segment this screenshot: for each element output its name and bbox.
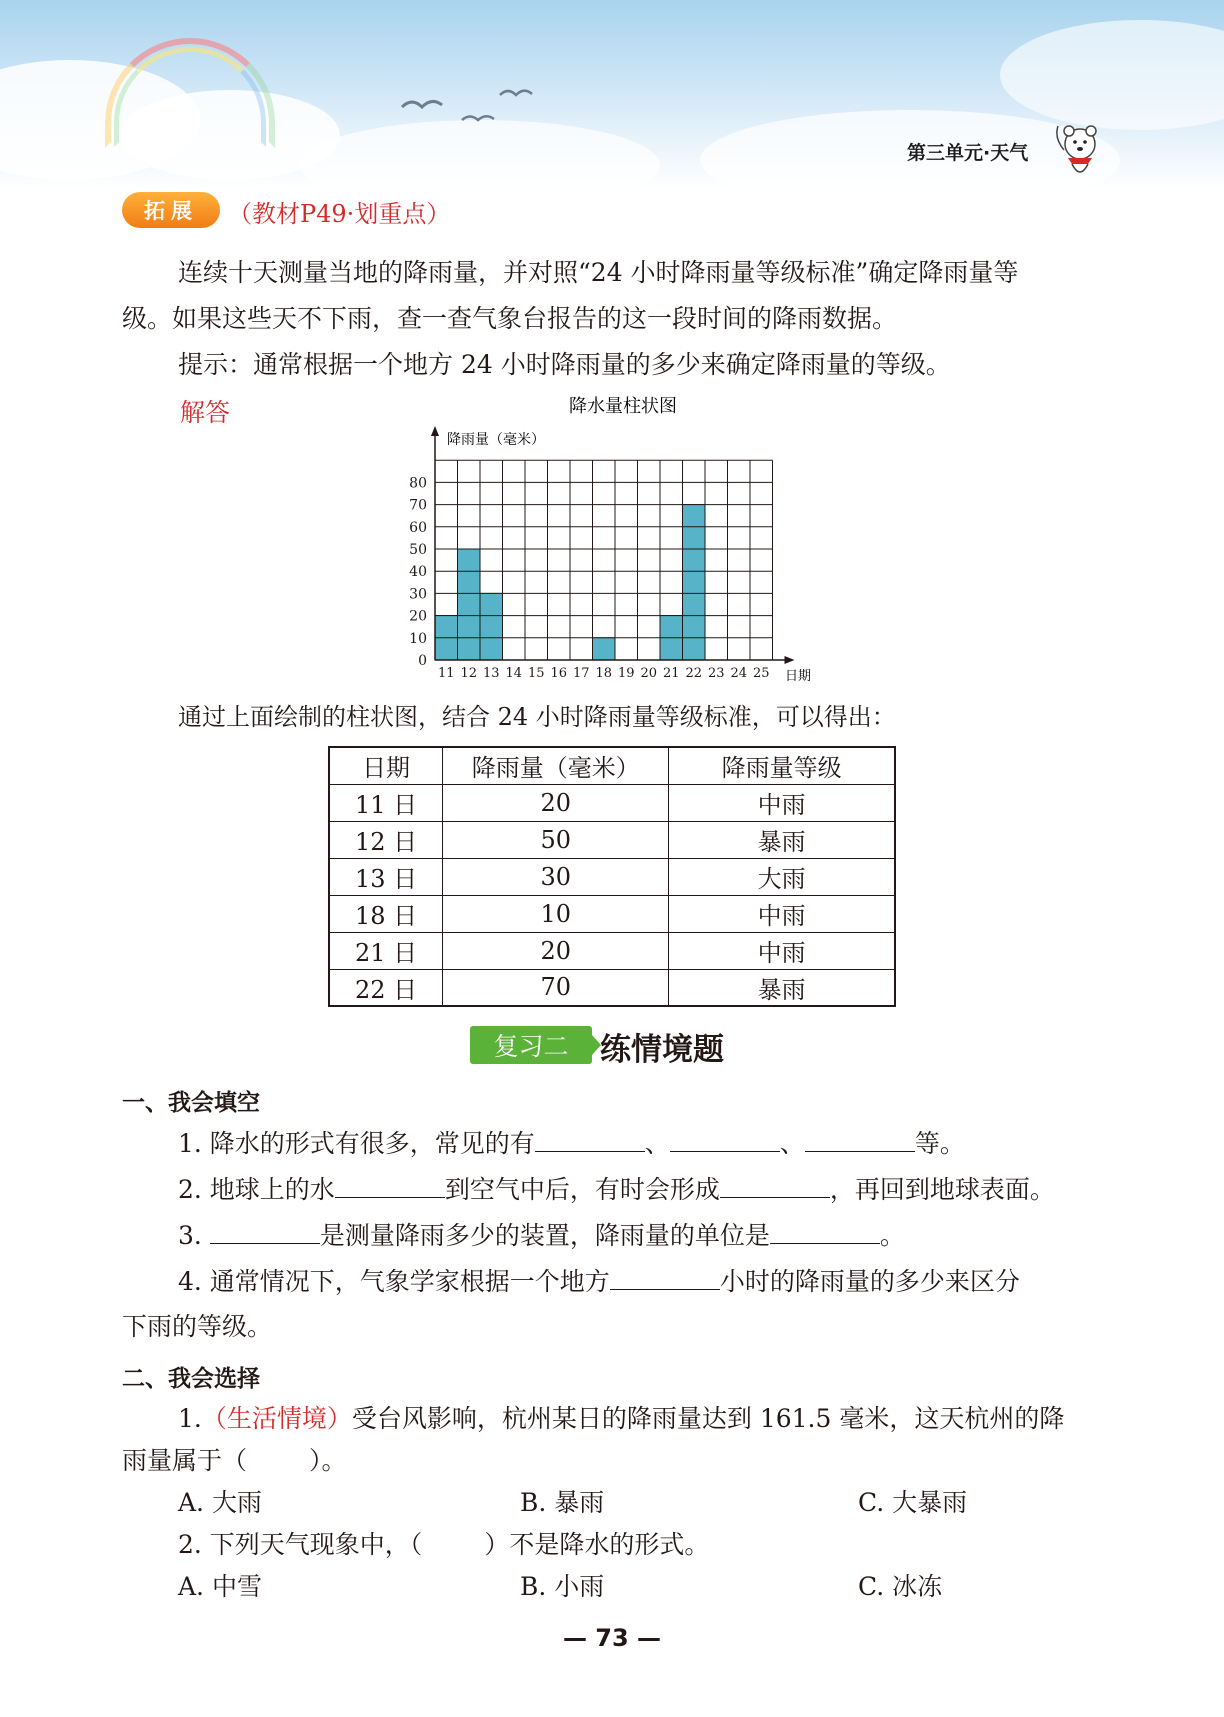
hint-text: 提示：通常根据一个地方 24 小时降雨量的多少来确定降雨量的等级。 (178, 350, 951, 379)
life-context-tag: （生活情境） (201, 1404, 352, 1433)
x-tick-label: 23 (707, 666, 725, 681)
table-cell-rainfall: 30 (443, 858, 669, 895)
x-tick-label: 19 (617, 666, 635, 681)
table-cell-date: 18 日 (329, 895, 443, 932)
y-tick-label: 0 (418, 653, 427, 669)
question-choice-1-line2 (122, 1444, 347, 1478)
question-text: 2. 地球上的水 (178, 1175, 335, 1204)
para1-line1: 连续十天测量当地的降雨量，并对照“24 小时降雨量等级标准”确定降雨量等 (178, 258, 1019, 287)
rainfall-level-table (328, 746, 896, 1007)
table-cell-date: 13 日 (329, 858, 443, 895)
chart-x-ticks (438, 666, 770, 681)
question-text: ，再回到地球表面。 (829, 1175, 1055, 1204)
table-cell-date: 21 日 (329, 932, 443, 969)
table-header-level: 降雨量等级 (669, 747, 895, 784)
chart-x-axis-label: 日期 (785, 669, 812, 684)
answer-label: 解答 (180, 398, 231, 427)
table-header-rainfall: 降雨量（毫米） (443, 747, 669, 784)
table-cell-level: 中雨 (669, 784, 895, 821)
question-text: 到空气中后，有时会形成 (444, 1175, 720, 1204)
question-text: ）不是降水的形式。 (484, 1530, 710, 1559)
bar-12 (458, 549, 481, 660)
answer-blank[interactable] (335, 1172, 445, 1198)
separator: 、 (644, 1129, 670, 1158)
chart-title: 降水量柱状图 (569, 396, 677, 417)
extension-badge: 拓展 (122, 192, 220, 228)
y-tick-label: 30 (409, 586, 427, 603)
question-text: 是测量降雨多少的装置，降雨量的单位是 (319, 1221, 770, 1250)
answer-blank[interactable] (610, 1264, 720, 1290)
table-header-row (329, 747, 895, 784)
x-tick-label: 22 (685, 666, 703, 681)
x-tick-label: 17 (572, 666, 590, 681)
question-text: ）。 (309, 1446, 347, 1475)
unit-title: 第三单元·天气 (907, 142, 1029, 164)
y-tick-label: 70 (409, 497, 427, 514)
table-cell-level: 暴雨 (669, 969, 895, 1006)
table-cell-rainfall: 20 (443, 932, 669, 969)
choice-2-option-c[interactable]: C. 冰冻 (858, 1572, 943, 1601)
separator: 、 (779, 1129, 805, 1158)
choice-1-option-a[interactable]: A. 大雨 (178, 1488, 262, 1517)
table-row (329, 969, 895, 1006)
bar-22 (683, 505, 706, 660)
question-text: 2. 下列天气现象中，（ (178, 1530, 423, 1559)
table-cell-rainfall: 10 (443, 895, 669, 932)
table-row (329, 895, 895, 932)
x-tick-label: 14 (505, 666, 523, 681)
table-cell-level: 中雨 (669, 932, 895, 969)
table-cell-level: 暴雨 (669, 821, 895, 858)
choice-2-option-b[interactable]: B. 小雨 (520, 1572, 605, 1601)
answer-blank[interactable] (720, 1172, 830, 1198)
section-fill-in: 一、我会填空 (122, 1090, 260, 1116)
table-cell-date: 22 日 (329, 969, 443, 1006)
y-tick-label: 50 (409, 542, 427, 558)
question-fill-4-line2: 下雨的等级。 (122, 1312, 273, 1341)
extension-note: （教材P49·划重点） (228, 200, 451, 228)
y-tick-label: 10 (409, 630, 427, 647)
table-row (329, 932, 895, 969)
x-tick-label: 11 (437, 666, 455, 681)
question-fill-4 (178, 1264, 1020, 1299)
table-row (329, 821, 895, 858)
review-title: 练情境题 (600, 1032, 724, 1068)
answer-blank[interactable] (535, 1126, 645, 1152)
question-fill-1 (178, 1126, 965, 1161)
question-fill-3 (178, 1218, 905, 1253)
question-fill-2 (178, 1172, 1055, 1207)
section-choice: 二、我会选择 (122, 1366, 260, 1392)
chart-y-axis-label: 降雨量（毫米） (447, 432, 545, 448)
conclusion-text: 通过上面绘制的柱状图，结合 24 小时降雨量等级标准，可以得出： (178, 703, 896, 731)
answer-blank[interactable] (805, 1126, 915, 1152)
x-axis-arrow-icon (785, 656, 795, 664)
x-tick-label: 16 (550, 666, 568, 681)
x-tick-label: 21 (662, 666, 680, 681)
table-header-date: 日期 (329, 747, 443, 784)
y-axis-arrow-icon (431, 426, 439, 436)
x-tick-label: 24 (730, 666, 748, 681)
table-cell-date: 12 日 (329, 821, 443, 858)
x-tick-label: 18 (595, 666, 613, 681)
answer-blank[interactable] (210, 1218, 320, 1244)
x-tick-label: 15 (527, 666, 545, 681)
sky-header-illustration (0, 0, 1224, 190)
birds-icon (400, 85, 560, 135)
x-tick-label: 20 (640, 666, 658, 681)
question-text: 4. 通常情况下，气象学家根据一个地方 (178, 1267, 610, 1296)
question-text: 。 (879, 1221, 905, 1250)
question-text: 3. (178, 1221, 202, 1250)
bar-13 (480, 593, 503, 660)
x-tick-label: 12 (460, 666, 478, 681)
question-text: 1. 降水的形式有很多，常见的有 (178, 1129, 535, 1158)
question-text: 小时的降雨量的多少来区分 (719, 1267, 1020, 1296)
question-text: 雨量属于（ (122, 1446, 248, 1475)
question-text: 等。 (914, 1129, 965, 1158)
x-tick-label: 13 (482, 666, 500, 681)
answer-blank[interactable] (770, 1218, 880, 1244)
y-tick-label: 60 (409, 519, 427, 536)
x-tick-label: 25 (752, 666, 770, 681)
choice-2-option-a[interactable]: A. 中雪 (178, 1572, 262, 1601)
rainfall-bar-chart (405, 388, 820, 688)
choice-1-option-c[interactable]: C. 大暴雨 (858, 1488, 968, 1517)
y-tick-label: 20 (409, 608, 427, 625)
table-cell-date: 11 日 (329, 784, 443, 821)
table-row (329, 858, 895, 895)
bar-18 (593, 638, 616, 660)
table-cell-rainfall: 70 (443, 969, 669, 1006)
y-tick-label: 40 (409, 564, 427, 581)
y-tick-label: 80 (409, 475, 427, 492)
page-number: — 73 — (562, 1624, 662, 1652)
table-cell-level: 中雨 (669, 895, 895, 932)
table-cell-rainfall: 50 (443, 821, 669, 858)
para1-line2: 级。如果这些天不下雨，查一查气象台报告的这一段时间的降雨数据。 (122, 304, 898, 333)
chart-y-ticks (409, 475, 427, 669)
question-choice-2 (178, 1528, 709, 1562)
review-badge: 复习二 (470, 1026, 592, 1064)
table-cell-rainfall: 20 (443, 784, 669, 821)
table-cell-level: 大雨 (669, 858, 895, 895)
answer-blank[interactable] (670, 1126, 780, 1152)
table-row (329, 784, 895, 821)
question-text: 受台风影响，杭州某日的降雨量达到 161.5 毫米，这天杭州的降 (351, 1404, 1065, 1433)
question-number: 1. (178, 1404, 202, 1433)
choice-1-option-b[interactable]: B. 暴雨 (520, 1488, 605, 1517)
polar-bear-mascot-icon (1050, 120, 1108, 180)
question-choice-1 (178, 1402, 1064, 1436)
